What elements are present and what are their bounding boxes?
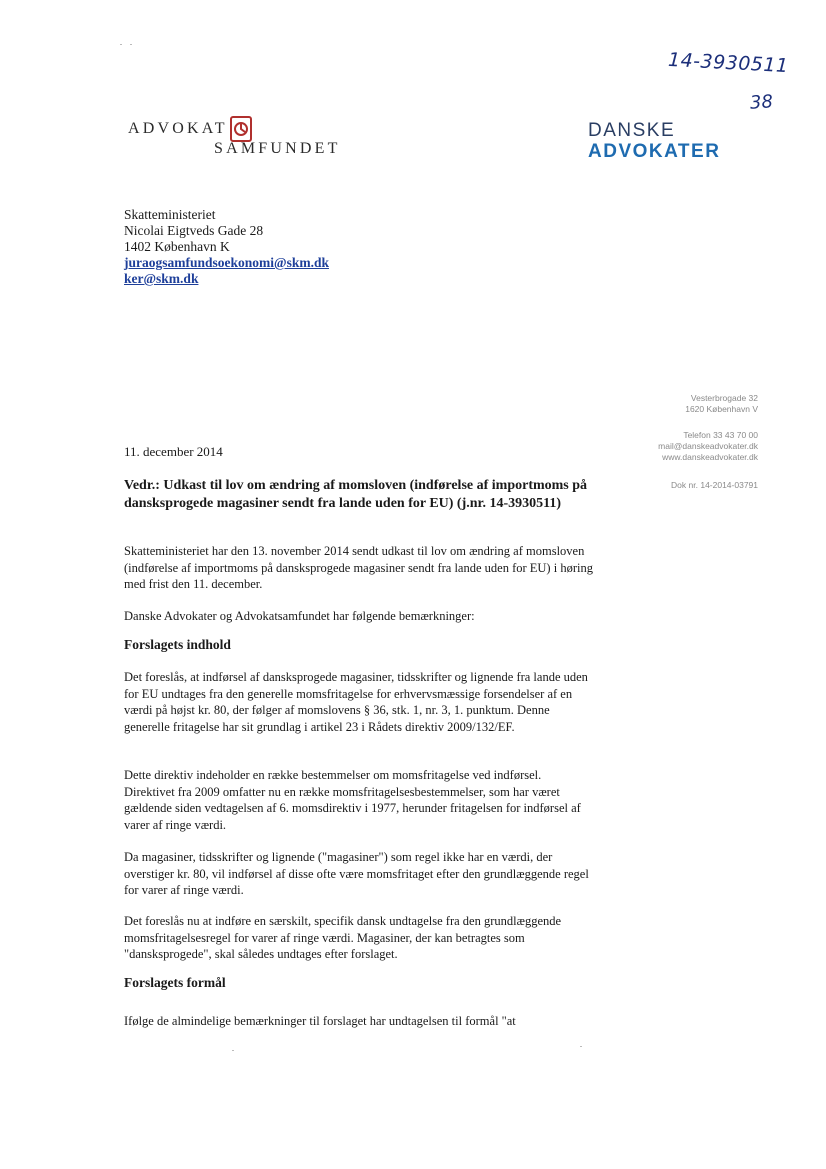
recipient-city: 1402 København K (124, 239, 230, 254)
handwritten-reference-number: 14-3930511 (667, 48, 790, 78)
sender-city: 1620 København V (685, 404, 758, 414)
letter-date: 11. december 2014 (124, 444, 223, 459)
section-heading-purpose: Forslagets formål (124, 975, 226, 990)
body-paragraph-3: Det foreslås, at indførsel af dansksprogede magasiner, tidsskrifter og lignende fra lande uden for EU undtages fra den generelle momsfritagelse for erhvervsmæssige forsendelser af en værdi på højst kr. 80, der følger af momslovens § 36, stk. 1, nr. 3, 1. punktum. Denne generelle fritagelse har sit grundlag i artikel 23 i Rådets direktiv 2009/132/EF. (124, 670, 588, 734)
scan-speck (580, 1046, 582, 1047)
logo-text-advokater: ADVOKATER (588, 141, 721, 162)
handwritten-page-number: 38 (749, 91, 774, 114)
advokatsamfundet-logo (128, 116, 341, 158)
scan-speck (232, 1050, 234, 1051)
scan-speck (120, 44, 122, 45)
logo-text-advokat: ADVOKAT (128, 120, 228, 137)
sender-contact-info (658, 430, 758, 463)
body-paragraph-4: Dette direktiv indeholder en række bestemmelser om momsfritagelse ved indførsel. Direktivet fra 2009 omfatter nu en række momsfritagelsesbestemmelser, som har været gældende siden vedtagelsen af 6. momsdirektiv i 1977, herunder fritagelsen for indførsel af varer af ringe værdi. (124, 768, 581, 832)
scan-speck (130, 44, 132, 45)
letter-subject: Vedr.: Udkast til lov om ændring af momsloven (indførelse af importmoms på dansksprogede magasiner sendt fra lande uden for EU) (j.nr. 14-3930511) (124, 478, 588, 511)
body-paragraph-1: Skatteministeriet har den 13. november 2014 sendt udkast til lov om ændring af momsloven (indførelse af importmoms på dansksprogede magasiner sendt fra lande uden for EU) i høring med frist den 11. december. (124, 544, 593, 591)
danske-advokater-logo (588, 120, 720, 162)
logo-text-samfundet: SAMFUNDET (214, 140, 341, 157)
logo-text-danske: DANSKE (588, 120, 676, 141)
recipient-name: Skatteministeriet (124, 207, 216, 222)
sender-street: Vesterbrogade 32 (690, 393, 758, 403)
sender-email: mail@danskeadvokater.dk (658, 441, 758, 451)
body-paragraph-7: Ifølge de almindelige bemærkninger til forslaget har undtagelsen til formål "at (124, 1014, 516, 1028)
document-reference: Dok nr. 14-2014-03791 (671, 480, 758, 490)
recipient-email-1[interactable]: juraogsamfundsoekonomi@skm.dk (124, 255, 329, 270)
recipient-address (124, 207, 329, 287)
sender-phone: Telefon 33 43 70 00 (683, 430, 758, 440)
body-paragraph-5: Da magasiner, tidsskrifter og lignende ("magasiner") som regel ikke har en værdi, der overstiger kr. 80, vil indførsel af disse ofte være momsfritaget efter den grundlæggende regel for varer af ringe værdi. (124, 850, 589, 897)
body-paragraph-2: Danske Advokater og Advokatsamfundet har følgende bemærkninger: (124, 609, 475, 623)
recipient-street: Nicolai Eigtveds Gade 28 (124, 223, 264, 238)
body-paragraph-6: Det foreslås nu at indføre en særskilt, specifik dansk undtagelse fra den grundlæggende momsfritagelsesregel for varer af ringe værdi. Magasiner, der kan betragtes som "dansksprogede", skal således undtages efter forslaget. (124, 914, 562, 961)
sender-address (685, 393, 758, 415)
recipient-email-2[interactable]: ker@skm.dk (124, 271, 199, 286)
advokatsamfundet-emblem-icon (230, 116, 252, 142)
section-heading-content: Forslagets indhold (124, 637, 231, 652)
sender-web: www.danskeadvokater.dk (662, 452, 758, 462)
